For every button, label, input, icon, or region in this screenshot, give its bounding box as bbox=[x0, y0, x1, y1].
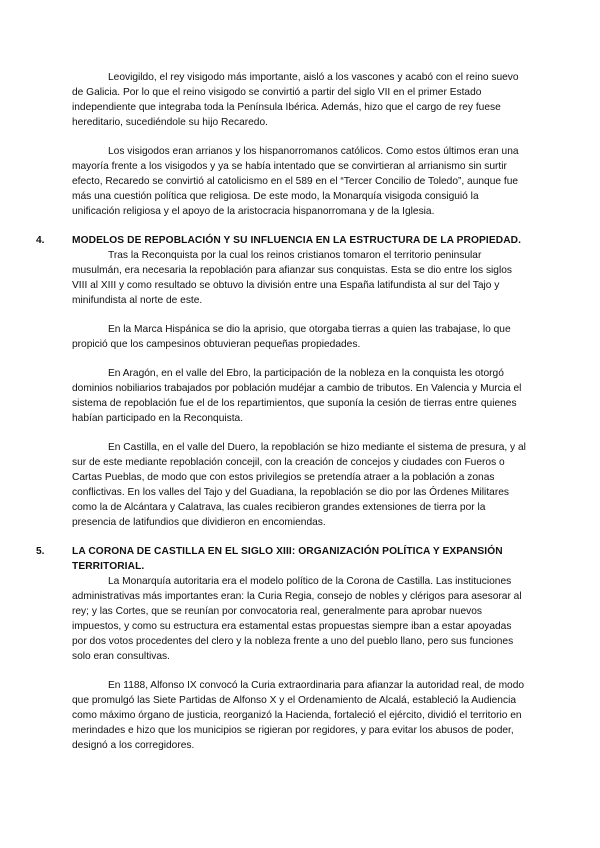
section-5-paragraph-alfonso: En 1188, Alfonso IX convocó la Curia extraordinaria para afianzar la autoridad real, de modo que promulgó las Siete Partidas de Alfonso X y el Ordenamiento de Alcalá, estableció la Audiencia como máximo órgano de justicia, reorganizó la Hacienda, fortaleció el ejército, dividió el territorio en merindades e hizo que los municipios se rigieran por regidores, y para evitar los abusos de poder, designó a los corregidores. bbox=[72, 680, 525, 751]
section-5-paragraph-monarquia: La Monarquía autoritaria era el modelo político de la Corona de Castilla. Las instituciones administrativas más importantes eran: la Curia Regia, consejo de nobles y clérigos para asesorar al rey; y las Cortes, que se reunían por convocatoria real, generalmente para aprobar nuevos impuestos, y como su estructura era estamental estas propuestas siempre iban a estar apoyadas por dos votos procedentes del clero y la nobleza frente a uno del pueblo llano, pero sus funciones solo eran consultivas. bbox=[72, 576, 522, 662]
section-4-paragraph-aragon: En Aragón, en el valle del Ebro, la participación de la nobleza en la conquista les otorgó dominios nobiliarios trabajados por población mudéjar a cambio de tributos. En Valencia y Murcia el sistema de repoblación fue el de los repartimientos, que suponía la cesión de tierras entre quienes habían participado en la Reconquista. bbox=[72, 368, 522, 424]
section-5-heading bbox=[36, 544, 528, 574]
section-4-paragraph-reconquista: Tras la Reconquista por la cual los reinos cristianos tomaron el territorio peninsular musulmán, era necesaria la repoblación para afianzar sus conquistas. Esta se dio entre los siglos VIII al XIII y como resultado se obtuvo la división entre una España latifundista al sur del Tajo y minifundista al norte de este. bbox=[72, 250, 512, 306]
section-5-number: 5. bbox=[36, 546, 45, 557]
section-4-title: MODELOS DE REPOBLACIÓN Y SU INFLUENCIA EN LA ESTRUCTURA DE LA PROPIEDAD. bbox=[72, 235, 522, 246]
section-4-paragraph-castilla: En Castilla, en el valle del Duero, la repoblación se hizo mediante el sistema de presura, y al sur de este mediante repoblación concejil, con la creación de concejos y ciudades con Fueros o Cartas Pueblas, de modo que con estos privilegios se pretendía atraer a la población a zonas conflictivas. En los valles del Tajo y del Guadiana, la repoblación se dio por las Órdenes Militares como la de Alcántara y Calatrava, las cuales recibieron grandes extensiones de tierra por la presencia de latifundios que dividieron en encomiendas. bbox=[72, 442, 526, 528]
document-page bbox=[36, 70, 528, 767]
section-4-paragraph-marca-hispanica: En la Marca Hispánica se dio la aprisio, que otorgaba tierras a quien las trabajase, lo que propició que los campesinos obtuvieran pequeñas propiedades. bbox=[72, 324, 511, 350]
section-4-number: 4. bbox=[36, 235, 45, 246]
section-5-title: LA CORONA DE CASTILLA EN EL SIGLO XIII: ORGANIZACIÓN POLÍTICA Y EXPANSIÓN TERRITORIAL. bbox=[72, 546, 503, 572]
paragraph-visigodos-arrianos: Los visigodos eran arrianos y los hispanorromanos católicos. Como estos últimos eran una mayoría frente a los visigodos y ya se había intentado que se convirtieran al arrianismo sin surtir efecto, Recaredo se convirtió al catolicismo en el 589 en el “Tercer Concilio de Toledo”, aunque fue más una cuestión política que religiosa. De este modo, la Monarquía visigoda consiguió la unificación religiosa y el apoyo de la aristocracia hispanorromana y de la Iglesia. bbox=[72, 146, 519, 217]
paragraph-leovigildo: Leovigildo, el rey visigodo más importante, aisló a los vascones y acabó con el reino suevo de Galicia. Por lo que el reino visigodo se convirtió a partir del siglo VII en el primer Estado independiente que integraba toda la Península Ibérica. Además, hizo que el cargo de rey fuese hereditario, sucediéndole su hijo Recaredo. bbox=[72, 72, 519, 128]
section-4-heading bbox=[36, 233, 528, 248]
